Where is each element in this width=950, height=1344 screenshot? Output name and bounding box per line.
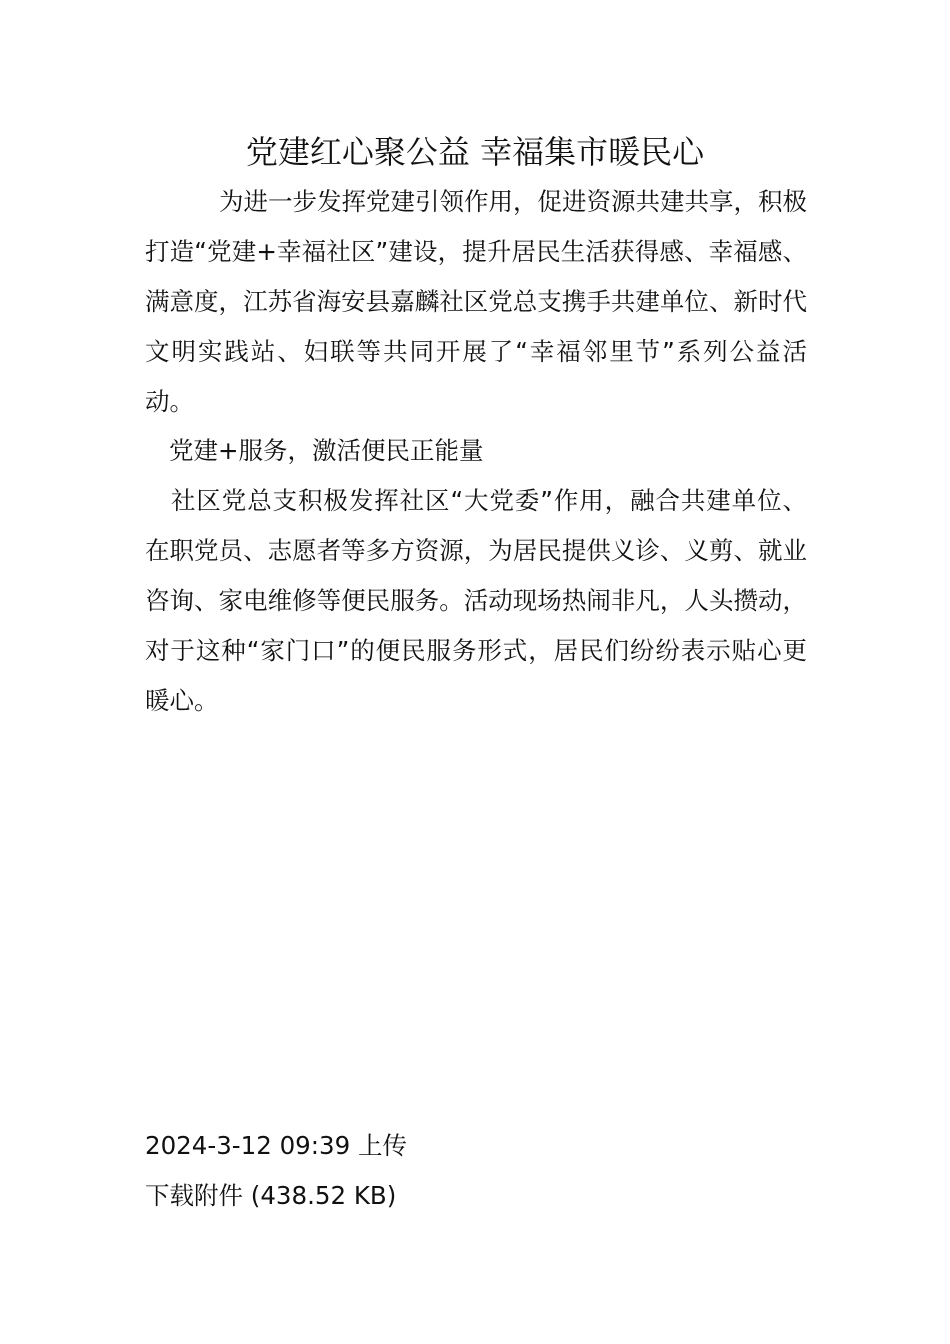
upload-timestamp: 2024-3-12 09:39 上传 bbox=[145, 1131, 407, 1160]
download-attachment-link[interactable]: 下载附件 (438.52 KB) bbox=[145, 1181, 397, 1210]
section-heading: 党建+服务，激活便民正能量 bbox=[169, 436, 484, 465]
paragraph-services: 社区党总支积极发挥社区“大党委”作用，融合共建单位、在职党员、志愿者等多方资源，为居民提供义诊、义剪、就业咨询、家电维修等便民服务。活动现场热闹非凡，人头攒动，对于这种“家门口”的便民服务形式，居民们纷纷表示贴心更暖心。 bbox=[145, 486, 807, 715]
article-title: 党建红心聚公益 幸福集市暖民心 bbox=[245, 133, 705, 171]
paragraph-intro: 为进一步发挥党建引领作用，促进资源共建共享，积极打造“党建+幸福社区”建设，提升居民生活获得感、幸福感、满意度，江苏省海安县嘉麟社区党总支携手共建单位、新时代文明实践站、妇联等共同开展了“幸福邻里节”系列公益活动。 bbox=[145, 187, 807, 416]
